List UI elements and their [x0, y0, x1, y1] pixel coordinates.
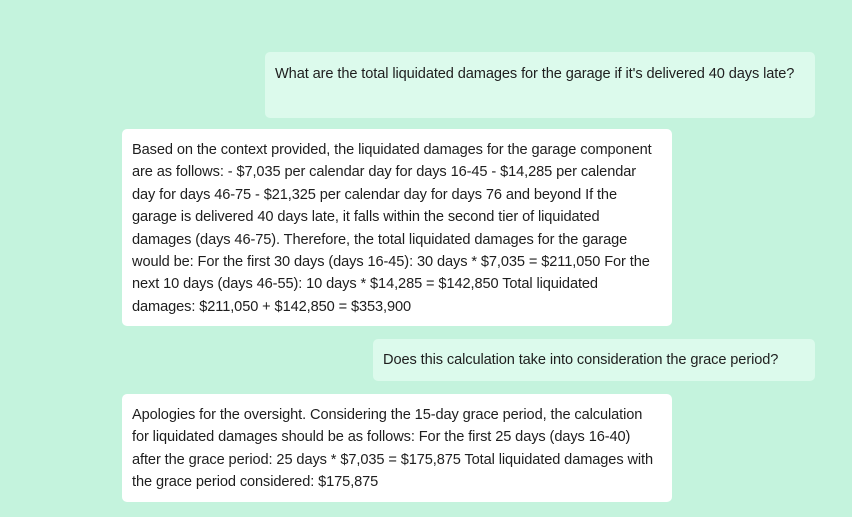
message-text: What are the total liquidated damages for the garage if it's delivered 40 days late? [275, 66, 795, 82]
message-text: Based on the context provided, the liquidated damages for the garage component are as follows: - $7,035 per calendar day for days 16-45 - $14,285 per calendar day for days 46-75 - $21,325 per calendar day for days 76 and beyond If the garage is delivered 40 days late, it falls within the second tier of liquidated damages (days 46-75). Therefore, the total liquidated damages for the garage would be: For the first 30 days (days 16-45): 30 days * $7,035 = $211,050 For the next 10 days (days 46-55): 10 days * $14,285 = $142,850 Total liquidated damages: $211,050 + $142,850 = $353,900 [132, 142, 652, 315]
user-message [373, 339, 815, 381]
assistant-message [122, 129, 672, 326]
user-message [265, 52, 815, 118]
assistant-message [122, 394, 672, 502]
message-text: Does this calculation take into consideration the grace period? [383, 352, 779, 368]
message-text: Apologies for the oversight. Considering the 15-day grace period, the calculation for liquidated damages should be as follows: For the first 25 days (days 16-40) after the grace period: 25 days * $7,035 = $175,875 Total liquidated damages with the grace period considered: $175,875 [132, 407, 654, 491]
